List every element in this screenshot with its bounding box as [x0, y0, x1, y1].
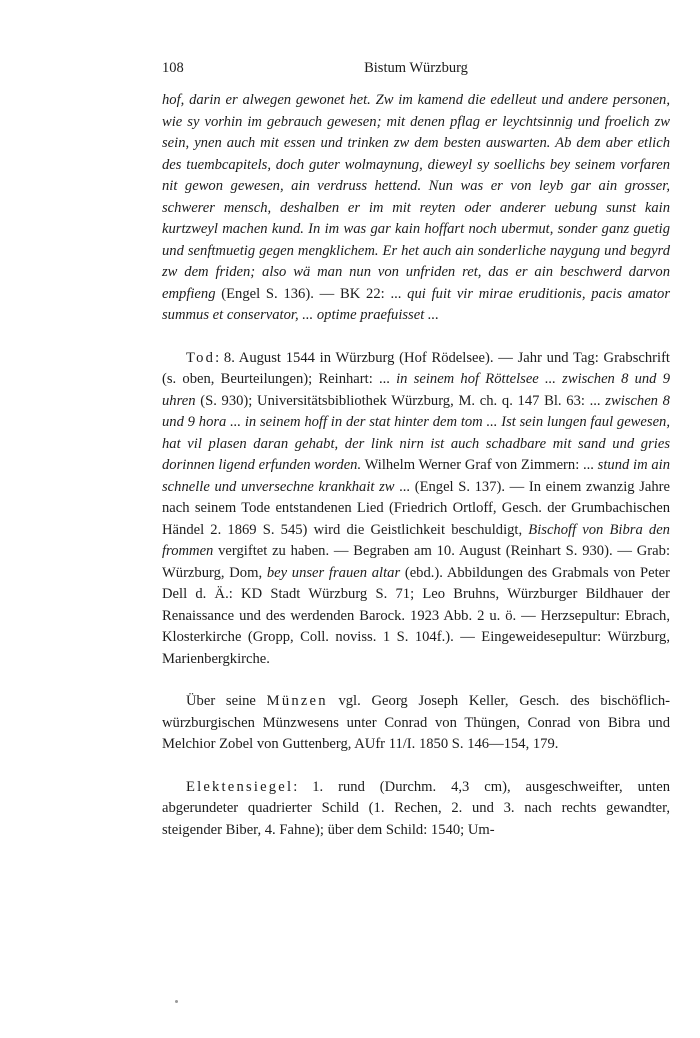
stray-mark — [175, 1000, 178, 1003]
quoted-text: zwischen 8 und 9 hora ... in seinem hoff in der stat hinter dem tom ... Ist sein lungen faul gewesen, hat vil plasen daran gehabt, der link nirn ist auch schadbare mit sand und gries dorinnen ligend erfunden worden. — [162, 392, 670, 473]
text-run: Wilhelm Werner Graf von Zimmern: ... — [361, 457, 598, 473]
paragraph-quotation — [162, 90, 670, 327]
page-header — [162, 60, 670, 80]
quoted-text: stund im ain schnelle und unversechne krankhait zw — [162, 457, 670, 495]
text-run: vergiftet zu haben. — Begraben am 10. August (Reinhart S. 930). — Grab: Würzburg, Dom, — [162, 543, 670, 581]
quoted-text: Bischoff von Bibra den frommen — [162, 521, 670, 559]
page-body — [162, 90, 670, 841]
section-label-seal: Elektensiegel — [186, 778, 294, 795]
latin-quote: qui fuit vir mirae eruditionis, pacis amator summus et conservator, ... optime praefuisset ... — [162, 285, 670, 323]
text-run: (ebd.). Abbildungen des Grabmals von Peter Dell d. Ä.: KD Stadt Würzburg S. 71; Leo Bruhns, Würzburger Bildhauer der Renaissance und des werdenden Barock. 1923 Abb. 2 u. ö. — Herzsepultur: Ebrach, Klosterkirche (Gropp, Coll. noviss. 1 S. 104f.). — Eingeweidesepultur: Würzburg, Marienbergkirche. — [162, 564, 670, 667]
section-label-coins: Münzen — [266, 693, 328, 709]
section-label-death: Tod — [186, 349, 216, 366]
quoted-text: in seinem hof Röttelsee ... zwischen 8 und 9 uhren — [162, 371, 670, 409]
quoted-text: hof, darin er alwegen gewonet het. Zw im kamend die edelleut und andere personen, wie sy vorhin im gebrauch gewesen; mit denen pflag er leychtsinnig und froelich zw sein, ynen auch mit essen und trinken zw dem besten auswarten. Ab dem aber etlich des tuembcapitels, doch guter wolmaynung, dieweyl sy soellichs bey seinem vorfaren nit gewon gewesen, ain verdruss hettend. Nun was er von leyb gar ain grosser, schwerer mensch, deshalben er im mit reyten oder anderer uebung sunst kain kurtzweyl machen kund. In im was gar kain hoffart noch ubermut, sonder ganz guetig und senftmuetig gegen mengklichem. Er het auch ain sonderliche naygung und begyrd zw dem friden; also wä man nun von unfriden ret, das er ain beschwerd darvon empfieng — [162, 92, 670, 302]
text-run: vgl. Georg Joseph Keller, Gesch. des bischöflich-würzburgischen Münzwesens unter Conrad von Thüngen, Conrad von Bibra und Melchior Zobel von Guttenberg, AUfr 11/I. 1850 S. 146—154, 179. — [162, 693, 670, 752]
quoted-text: bey unser frauen altar — [266, 564, 401, 581]
text-run: : 8. August 1544 in Würzburg (Hof Rödelsee). — Jahr und Tag: Grabschrift (s. oben, Beurteilungen); Reinhart: ... — [162, 349, 670, 387]
paragraph-coins — [162, 691, 670, 756]
citation: (Engel S. 136). — BK 22: ... — [215, 285, 408, 302]
paragraph-death — [162, 348, 670, 671]
text-run: Über seine — [186, 693, 267, 709]
text-run: : 1. rund (Durchm. 4,3 cm), ausgeschweifter, unten abgerundeter quadrierter Schild (1. Rechen, 2. und 3. nach rechts gewandter, steigender Biber, 4. Fahne); über dem Schild: 1540; Um- — [162, 778, 670, 838]
page-number: 108 — [162, 60, 184, 76]
running-title: Bistum Würzburg — [364, 60, 468, 76]
text-run: ... (Engel S. 137). — In einem zwanzig Jahre nach seinem Tode entstandenen Lied (Friedrich Ortloff, Gesch. der Grumbachischen Händel 2. 1869 S. 545) wird die Geistlichkeit beschuldigt, — [162, 478, 670, 538]
paragraph-seal — [162, 777, 670, 842]
text-run: (S. 930); Universitätsbibliothek Würzburg, M. ch. q. 147 Bl. 63: ... — [195, 392, 606, 409]
